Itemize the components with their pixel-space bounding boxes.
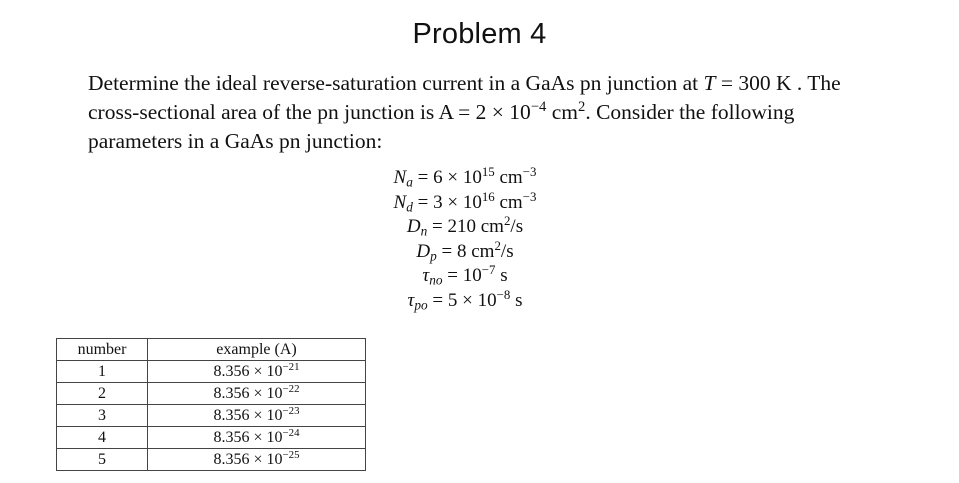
parameter-unit: s — [510, 289, 523, 311]
parameter-exponent: −7 — [481, 261, 496, 277]
table-row — [57, 449, 366, 471]
row-number: 5 — [57, 449, 148, 471]
row-example-value — [148, 405, 366, 427]
parameter-symbol: N — [393, 167, 407, 188]
table-header-row — [57, 339, 366, 361]
parameter-value: = 10 — [442, 265, 482, 286]
example-mantissa: 8.356 × 10 — [213, 450, 283, 468]
example-mantissa: 8.356 × 10 — [213, 384, 283, 402]
parameter-symbol: τ — [407, 289, 415, 311]
parameter-symbol: D — [416, 240, 431, 262]
parameter-value: = 8 cm — [436, 240, 495, 262]
parameter-exponent: 2 — [503, 212, 511, 228]
area-unit-exponent: 2 — [578, 98, 586, 115]
table-row — [57, 361, 366, 383]
parameter-1 — [330, 188, 600, 216]
parameter-2 — [330, 212, 600, 240]
parameter-value: = 6 × 10 — [412, 167, 482, 188]
area-exponent: −4 — [530, 98, 547, 115]
table-row — [57, 405, 366, 427]
parameter-exponent: 16 — [481, 188, 495, 204]
parameter-subscript: po — [414, 296, 428, 312]
parameter-5 — [330, 286, 600, 314]
parameter-unit: cm — [494, 191, 523, 213]
parameter-subscript: no — [429, 272, 443, 288]
parameter-value: = 5 × 10 — [427, 289, 497, 311]
parameter-symbol: τ — [422, 265, 430, 286]
example-mantissa: 8.356 × 10 — [213, 428, 283, 446]
example-exponent: −25 — [282, 448, 300, 461]
statement-line-1 — [88, 69, 953, 98]
parameter-unit: /s — [500, 240, 514, 262]
parameter-value: = 210 cm — [427, 216, 504, 237]
parameter-unit: cm — [494, 167, 523, 188]
parameter-unit-exponent: −3 — [522, 163, 537, 179]
table-row — [57, 383, 366, 405]
problem-title: Problem 4 — [412, 18, 547, 50]
row-number: 3 — [57, 405, 148, 427]
parameter-exponent: 2 — [494, 237, 501, 253]
examples-table — [56, 338, 366, 471]
statement-text: . Consider the following — [585, 100, 795, 124]
example-mantissa: 8.356 × 10 — [213, 406, 283, 424]
parameter-unit: /s — [510, 216, 524, 237]
statement-text: cross-sectional area of the pn junction is A = 2 × 10 — [88, 100, 531, 124]
header-number: number — [57, 339, 148, 361]
row-example-value — [148, 383, 366, 405]
table-row — [57, 427, 366, 449]
example-exponent: −21 — [282, 360, 300, 373]
parameter-exponent: 15 — [481, 163, 495, 179]
example-mantissa: 8.356 × 10 — [213, 362, 283, 380]
statement-line-3: parameters in a GaAs pn junction: — [88, 129, 383, 153]
example-exponent: −22 — [282, 382, 300, 395]
row-example-value — [148, 361, 366, 383]
row-number: 2 — [57, 383, 148, 405]
statement-line-2 — [88, 98, 953, 127]
statement-text: Determine the ideal reverse-saturation current in a GaAs pn junction at — [88, 71, 704, 95]
parameter-symbol: N — [393, 191, 407, 213]
parameter-exponent: −8 — [496, 286, 511, 302]
parameter-0 — [330, 163, 600, 191]
row-number: 4 — [57, 427, 148, 449]
parameter-subscript: d — [406, 198, 413, 214]
parameter-symbol: D — [406, 216, 421, 237]
parameter-subscript: a — [406, 174, 413, 190]
parameter-value: = 3 × 10 — [412, 191, 482, 213]
row-example-value — [148, 449, 366, 471]
row-example-value — [148, 427, 366, 449]
temperature-symbol: T — [703, 71, 716, 95]
statement-text: cm — [546, 100, 579, 124]
parameter-3 — [330, 237, 600, 265]
parameter-unit: s — [495, 265, 508, 286]
problem-statement — [88, 69, 953, 156]
example-exponent: −23 — [282, 404, 300, 417]
header-example: example (A) — [148, 339, 366, 361]
row-number: 1 — [57, 361, 148, 383]
parameter-list — [330, 163, 600, 313]
parameter-subscript: n — [420, 223, 428, 239]
parameter-4 — [330, 261, 600, 289]
example-exponent: −24 — [282, 426, 300, 439]
parameter-subscript: p — [430, 247, 437, 263]
statement-text: = 300 K . The — [715, 71, 841, 95]
parameter-unit-exponent: −3 — [522, 188, 537, 204]
